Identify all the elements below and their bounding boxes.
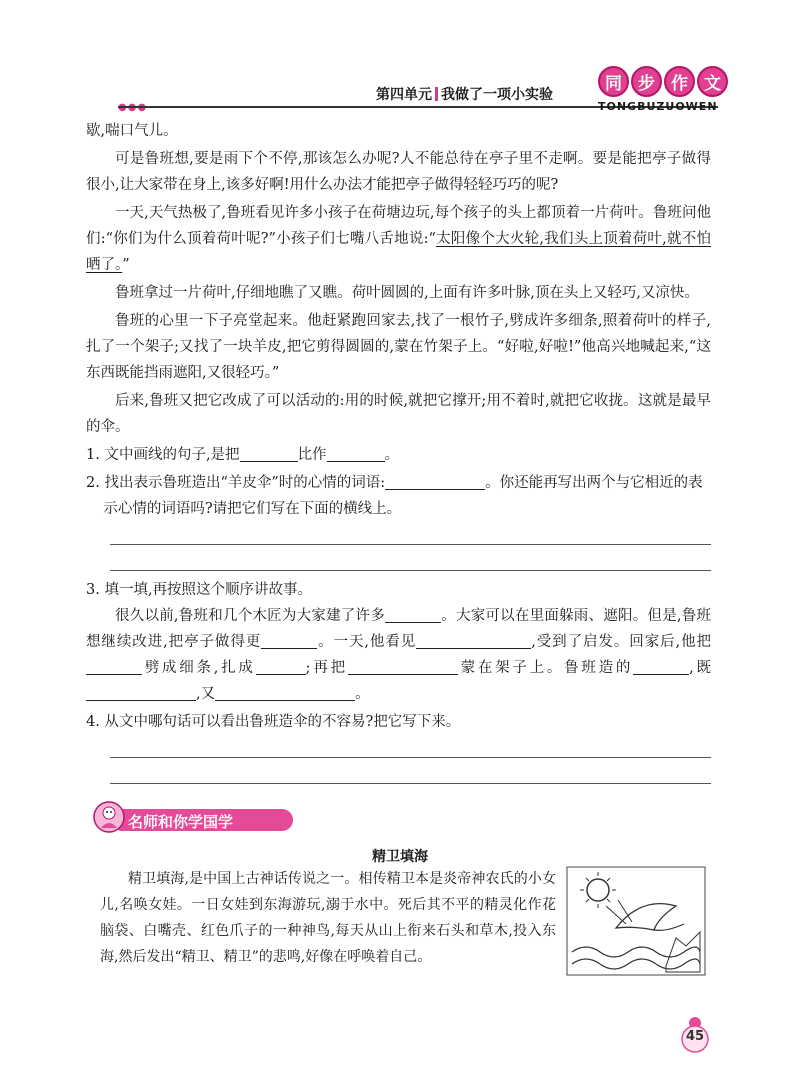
passage-p1: 可是鲁班想,要是雨下个不停,那该怎么办呢?人不能总待在亭子里不走啊。要是能把亭子做得很小,让大家带在身上,该多好啊!用什么办法才能把亭子做得轻轻巧巧的呢? <box>86 151 711 193</box>
q2-prefix: 2. 找出表示鲁班造出“羊皮伞”时的心情的词语: <box>86 475 386 491</box>
q3-s7: 蒙在架子上。鲁班造的 <box>457 660 634 676</box>
page-number-badge <box>680 1015 710 1055</box>
q3-s2: 。大家可以在里面躲雨、遮阳。但是,鲁班想继续改进,把亭子做得更 <box>86 608 711 650</box>
q1-end: 。 <box>384 447 400 463</box>
section-banner <box>92 800 292 834</box>
underlined-sentence: 太阳像个大火轮,我们头上顶着荷叶,就不怕晒了。 <box>86 231 712 273</box>
question-4: 4. 从文中哪句话可以看出鲁班造伞的不容易?把它写下来。 <box>86 714 461 730</box>
q4-answer-line-2[interactable] <box>110 783 711 784</box>
reading-content <box>86 118 711 784</box>
question-3-title: 3. 填一填,再按照这个顺序讲故事。 <box>86 582 313 598</box>
q3-s4: ,受到了启发。回家后,他把 <box>531 634 712 650</box>
q3-blank-2[interactable] <box>261 632 317 649</box>
story-paragraph: 精卫填海,是中国上古神话传说之一。相传精卫本是炎帝神农氏的小女儿,名唤女娃。一日女娃到东海游玩,溺于水中。死后其不平的精灵化作花脑袋、白嘴壳、红色爪子的一种神鸟,每天从山上衔来石头和草木,投入东海,然后发出“精卫、精卫”的悲鸣,好像在呼唤着自己。 <box>100 871 556 965</box>
q3-s8: ,既 <box>689 660 712 676</box>
q3-s3: 。一天,他看见 <box>317 634 417 650</box>
q3-blank-5[interactable] <box>256 658 306 675</box>
passage-p0: 歇,喘口气儿。 <box>86 123 178 139</box>
passage-p5: 后来,鲁班又把它改成了可以活动的:用的时候,就把它撑开;用不着时,就把它收拢。这就是最早的伞。 <box>86 393 711 435</box>
story-text-block <box>100 866 556 970</box>
q1-blank-a[interactable] <box>240 445 298 462</box>
unit-separator <box>435 87 438 101</box>
q3-blank-7[interactable] <box>633 658 689 675</box>
q2-rest: 。你还能再写出两个与它相近的表示心情的词语吗?请把它们写在下面的横线上。 <box>103 475 703 517</box>
q3-blank-6[interactable] <box>348 658 458 675</box>
question-1 <box>86 442 711 468</box>
page-header <box>118 74 721 118</box>
q3-s6: ;再把 <box>305 660 348 676</box>
passage-p2-a: 一天,天气热极了,鲁班看见许多小孩子在荷塘边玩,每个孩子的头上都顶着一片荷叶。鲁班问他们:“你们为什么顶着荷叶呢?”小孩子们七嘴八舌地说:“ <box>86 205 711 247</box>
passage-p2-b: ” <box>122 257 130 273</box>
brand-char: 同 <box>598 66 629 97</box>
q3-s5: 劈成细条,扎成 <box>142 660 256 676</box>
q3-blank-4[interactable] <box>86 658 142 675</box>
brand-char: 作 <box>664 66 695 97</box>
q3-blank-3[interactable] <box>416 632 531 649</box>
q3-blank-8[interactable] <box>86 684 196 701</box>
q3-s10: 。 <box>355 686 370 702</box>
lesson-title: 我做了一项小实验 <box>441 87 553 103</box>
unit-label: 第四单元 <box>376 87 432 103</box>
q3-blank-9[interactable] <box>215 684 355 701</box>
q1-blank-b[interactable] <box>327 445 385 462</box>
megaphone-girl-icon <box>92 800 126 834</box>
q2-blank[interactable] <box>385 473 485 490</box>
q3-s1: 很久以前,鲁班和几个木匠为大家建了许多 <box>115 608 385 624</box>
banner-title: 名师和你学国学 <box>128 813 234 831</box>
brand-pinyin: TONGBUZUOWEN <box>598 100 718 113</box>
brand-char: 步 <box>631 66 662 97</box>
brand-logo <box>598 66 728 118</box>
unit-title <box>376 84 553 104</box>
jingwei-bird-illustration <box>566 866 706 976</box>
page-number: 45 <box>685 1029 705 1044</box>
question-2 <box>86 470 711 522</box>
q3-blank-1[interactable] <box>385 606 441 623</box>
q1-prefix: 1. 文中画线的句子,是把 <box>86 447 240 463</box>
question-3-story <box>86 603 711 707</box>
passage-p3: 鲁班拿过一片荷叶,仔细地瞧了又瞧。荷叶圆圆的,上面有许多叶脉,顶在头上又轻巧,又凉快。 <box>115 285 699 301</box>
brand-char: 文 <box>697 66 728 97</box>
passage-p2 <box>86 200 711 278</box>
q3-s9: ,又 <box>196 686 216 702</box>
story-title: 精卫填海 <box>372 849 428 865</box>
passage-p4: 鲁班的心里一下子亮堂起来。他赶紧跑回家去,找了一根竹子,劈成许多细条,照着荷叶的样子,扎了一个架子;又找了一块羊皮,把它剪得圆圆的,蒙在竹架子上。“好啦,好啦!”他高兴地喊起来,“这东西既能挡雨遮阳,又很轻巧。” <box>86 313 711 381</box>
q1-mid: 比作 <box>297 447 327 463</box>
